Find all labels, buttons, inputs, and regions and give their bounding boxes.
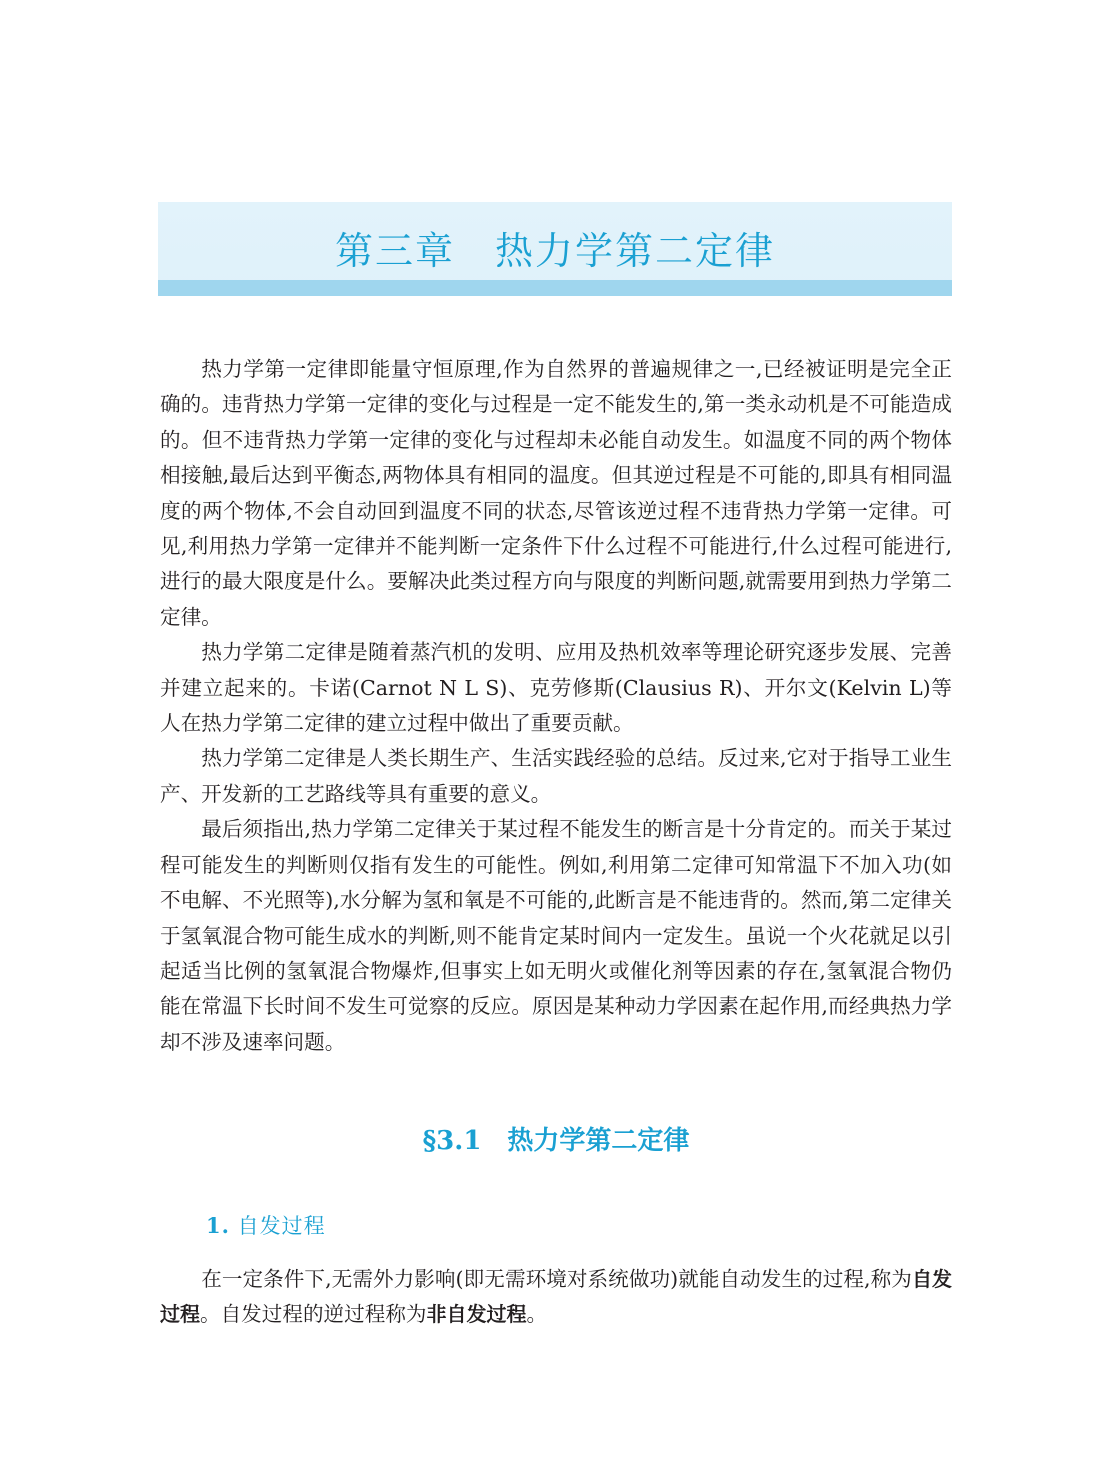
definition-part-2: 。自发过程的逆过程称为	[200, 1302, 427, 1327]
definition-text	[160, 1262, 952, 1333]
section-title: §3.1 热力学第二定律	[422, 1126, 690, 1156]
chapter-banner-bar	[158, 280, 952, 296]
subsection-label: 自发过程	[237, 1214, 326, 1238]
definition-part-1: 在一定条件下,无需外力影响(即无需环境对系统做功)就能自动发生的过程,称为	[201, 1267, 912, 1291]
intro-text	[160, 352, 952, 1060]
subsection-title	[206, 1210, 326, 1240]
term-nonspontaneous-process: 非自发过程	[426, 1302, 527, 1327]
intro-paragraph-4: 最后须指出,热力学第二定律关于某过程不能发生的断言是十分肯定的。而关于某过程可能发生的判断则仅指有发生的可能性。例如,利用第二定律可知常温下不加入功(如不电解、不光照等),水分解为氢和氧是不可能的,此断言是不能违背的。然而,第二定律关于氢氧混合物可能生成水的判断,则不能肯定某时间内一定发生。虽说一个火花就足以引起适当比例的氢氧混合物爆炸,但事实上如无明火或催化剂等因素的存在,氢氧混合物仍能在常温下长时间不发生可觉察的反应。原因是某种动力学因素在起作用,而经典热力学却不涉及速率问题。	[160, 817, 952, 1054]
intro-paragraph-2: 热力学第二定律是随着蒸汽机的发明、应用及热机效率等理论研究逐步发展、完善并建立起来的。卡诺(Carnot N L S)、克劳修斯(Clausius R)、开尔文(Kelvin L)等人在热力学第二定律的建立过程中做出了重要贡献。	[160, 640, 952, 736]
intro-paragraph-1: 热力学第一定律即能量守恒原理,作为自然界的普遍规律之一,已经被证明是完全正确的。违背热力学第一定律的变化与过程是一定不能发生的,第一类永动机是不可能造成的。但不违背热力学第一定律的变化与过程却未必能自动发生。如温度不同的两个物体相接触,最后达到平衡态,两物体具有相同的温度。但其逆过程是不可能的,即具有相同温度的两个物体,不会自动回到温度不同的状态,尽管该逆过程不违背热力学第一定律。可见,利用热力学第一定律并不能判断一定条件下什么过程不可能进行,什么过程可能进行,进行的最大限度是什么。要解决此类过程方向与限度的判断问题,就需要用到热力学第二定律。	[160, 357, 952, 629]
subsection-number: 1.	[206, 1213, 230, 1238]
intro-paragraph-3: 热力学第二定律是人类长期生产、生活实践经验的总结。反过来,它对于指导工业生产、开发新的工艺路线等具有重要的意义。	[160, 746, 952, 806]
definition-part-3: 。	[526, 1302, 548, 1327]
chapter-title: 第三章 热力学第二定律	[334, 229, 775, 273]
definition-paragraph	[160, 1262, 952, 1333]
chapter-banner	[158, 202, 952, 296]
term-spontaneous-process: 自发过程	[160, 1267, 952, 1327]
